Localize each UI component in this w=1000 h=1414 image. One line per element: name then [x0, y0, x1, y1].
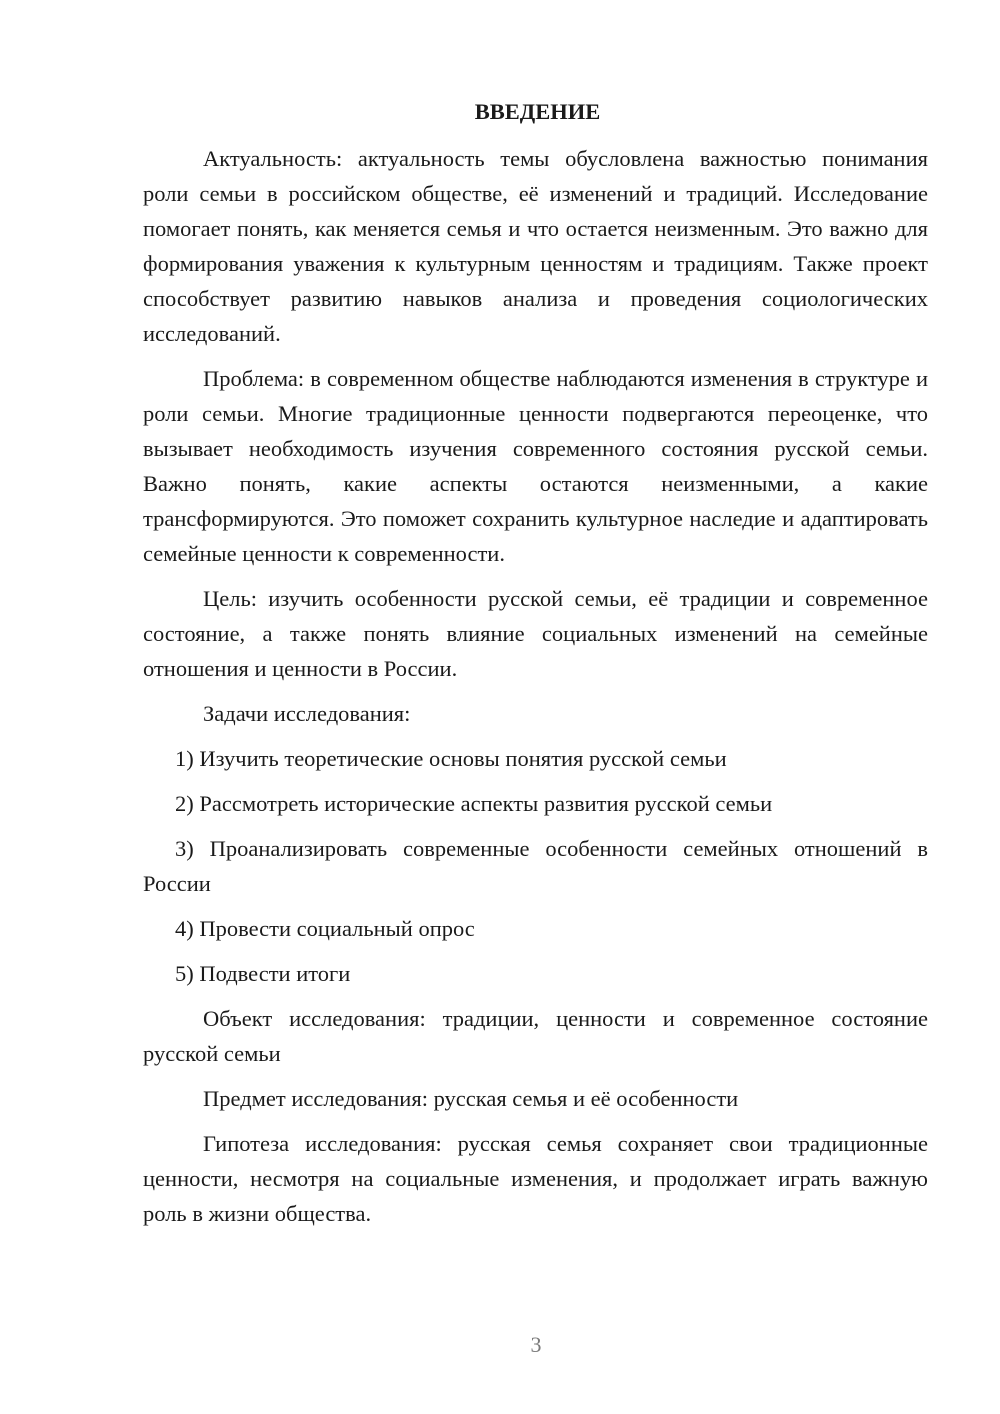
object-paragraph: Объект исследования: традиции, ценности и современное состояние русской семьи	[143, 1006, 928, 1066]
task-item: 5) Подвести итоги	[175, 961, 351, 986]
tasks-title: Задачи исследования:	[203, 701, 411, 726]
task-item: 2) Рассмотреть исторические аспекты развития русской семьи	[175, 791, 773, 816]
page-number: 3	[530, 1332, 542, 1357]
page-heading: ВВЕДЕНИЕ	[474, 99, 601, 124]
task-item: 3) Проанализировать современные особенности семейных отношений в России	[143, 836, 928, 896]
page-content	[143, 94, 928, 1241]
goal-paragraph: Цель: изучить особенности русской семьи, её традиции и современное состояние, а также понять влияние социальных изменений на семейные отношения и ценности в России.	[143, 586, 928, 681]
hypothesis-paragraph: Гипотеза исследования: русская семья сохраняет свои традиционные ценности, несмотря на социальные изменения, и продолжает играть важную роль в жизни общества.	[143, 1131, 928, 1226]
subject-paragraph: Предмет исследования: русская семья и её особенности	[203, 1086, 739, 1111]
task-item: 1) Изучить теоретические основы понятия русской семьи	[175, 746, 727, 771]
relevance-paragraph: Актуальность: актуальность темы обусловлена важностью понимания роли семьи в российском обществе, её изменений и традиций. Исследование помогает понять, как меняется семья и что остается неизменным. Это важно для формирования уважения к культурным ценностям и традициям. Также проект способствует развитию навыков анализа и проведения социологических исследований.	[143, 146, 928, 346]
task-item: 4) Провести социальный опрос	[175, 916, 475, 941]
problem-paragraph: Проблема: в современном обществе наблюдаются изменения в структуре и роли семьи. Многие традиционные ценности подвергаются переоценке, что вызывает необходимость изучения современного состояния русской семьи. Важно понять, какие аспекты остаются неизменными, а какие трансформируются. Это поможет сохранить культурное наследие и адаптировать семейные ценности к современности.	[143, 366, 928, 566]
